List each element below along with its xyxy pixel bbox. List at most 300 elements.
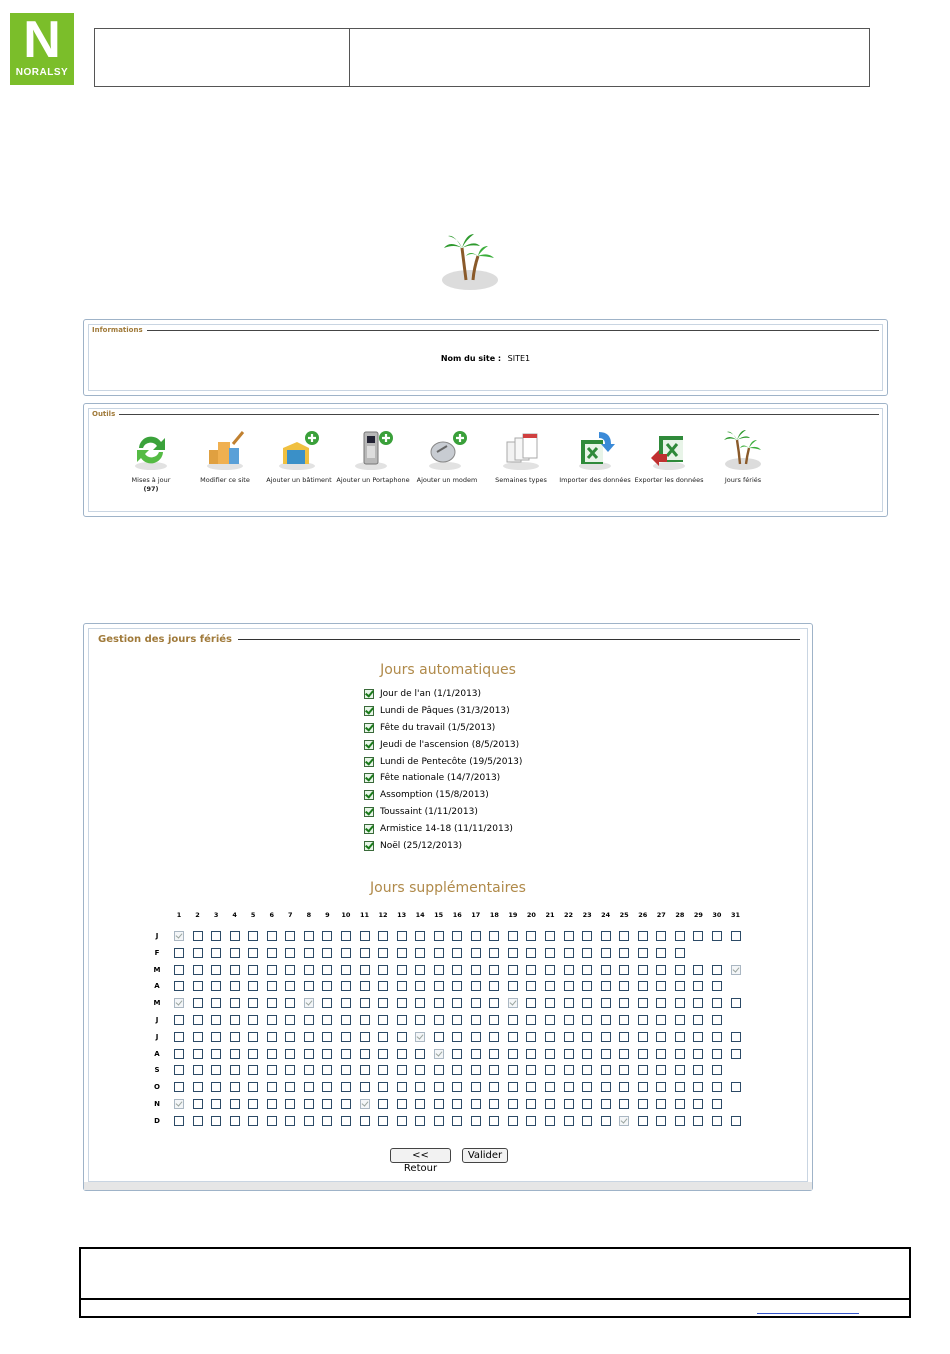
- day-checkbox[interactable]: [508, 1032, 518, 1042]
- day-checkbox[interactable]: [619, 931, 629, 941]
- day-checkbox[interactable]: [452, 1116, 462, 1126]
- day-checkbox[interactable]: [174, 1065, 184, 1075]
- day-checkbox[interactable]: [193, 948, 203, 958]
- day-checkbox[interactable]: [564, 1065, 574, 1075]
- day-checkbox[interactable]: [378, 1116, 388, 1126]
- tool-edit-site[interactable]: [188, 428, 262, 494]
- day-checkbox[interactable]: [267, 1032, 277, 1042]
- day-checkbox[interactable]: [211, 1032, 221, 1042]
- day-checkbox[interactable]: [341, 1099, 351, 1109]
- day-checkbox[interactable]: [267, 1015, 277, 1025]
- auto-day-checkbox[interactable]: [364, 757, 374, 767]
- day-checkbox[interactable]: [656, 931, 666, 941]
- day-checkbox[interactable]: [322, 998, 332, 1008]
- day-checkbox[interactable]: [508, 948, 518, 958]
- day-checkbox[interactable]: [489, 1116, 499, 1126]
- day-checkbox[interactable]: [415, 1015, 425, 1025]
- day-checkbox[interactable]: [211, 965, 221, 975]
- day-checkbox[interactable]: [675, 948, 685, 958]
- day-checkbox[interactable]: [378, 1082, 388, 1092]
- day-checkbox[interactable]: [397, 931, 407, 941]
- day-checkbox[interactable]: [360, 1116, 370, 1126]
- auto-day-checkbox[interactable]: [364, 841, 374, 851]
- day-checkbox[interactable]: [638, 1099, 648, 1109]
- day-checkbox[interactable]: [360, 1065, 370, 1075]
- day-checkbox[interactable]: [452, 1082, 462, 1092]
- day-checkbox[interactable]: [415, 998, 425, 1008]
- day-checkbox[interactable]: [508, 981, 518, 991]
- day-checkbox[interactable]: [397, 1065, 407, 1075]
- day-checkbox[interactable]: [378, 981, 388, 991]
- day-checkbox[interactable]: [322, 981, 332, 991]
- day-checkbox[interactable]: [526, 1116, 536, 1126]
- day-checkbox[interactable]: [545, 1082, 555, 1092]
- tool-week-types[interactable]: [484, 428, 558, 494]
- day-checkbox[interactable]: [434, 948, 444, 958]
- day-checkbox[interactable]: [582, 1049, 592, 1059]
- day-checkbox[interactable]: [360, 981, 370, 991]
- day-checkbox[interactable]: [285, 1065, 295, 1075]
- day-checkbox[interactable]: [452, 948, 462, 958]
- day-checkbox[interactable]: [601, 1082, 611, 1092]
- day-checkbox[interactable]: [712, 965, 722, 975]
- day-checkbox[interactable]: [304, 1116, 314, 1126]
- day-checkbox[interactable]: [174, 998, 184, 1008]
- day-checkbox[interactable]: [471, 1099, 481, 1109]
- day-checkbox[interactable]: [360, 1015, 370, 1025]
- day-checkbox[interactable]: [322, 1099, 332, 1109]
- day-checkbox[interactable]: [675, 1049, 685, 1059]
- day-checkbox[interactable]: [397, 998, 407, 1008]
- day-checkbox[interactable]: [211, 998, 221, 1008]
- day-checkbox[interactable]: [360, 1099, 370, 1109]
- day-checkbox[interactable]: [415, 1099, 425, 1109]
- day-checkbox[interactable]: [471, 1116, 481, 1126]
- day-checkbox[interactable]: [248, 1065, 258, 1075]
- day-checkbox[interactable]: [545, 1065, 555, 1075]
- day-checkbox[interactable]: [582, 965, 592, 975]
- day-checkbox[interactable]: [675, 931, 685, 941]
- day-checkbox[interactable]: [285, 1015, 295, 1025]
- day-checkbox[interactable]: [693, 1065, 703, 1075]
- tool-holidays[interactable]: [706, 428, 780, 494]
- day-checkbox[interactable]: [526, 1032, 536, 1042]
- day-checkbox[interactable]: [267, 998, 277, 1008]
- day-checkbox[interactable]: [526, 1049, 536, 1059]
- day-checkbox[interactable]: [675, 1065, 685, 1075]
- day-checkbox[interactable]: [693, 931, 703, 941]
- day-checkbox[interactable]: [471, 1015, 481, 1025]
- day-checkbox[interactable]: [415, 981, 425, 991]
- day-checkbox[interactable]: [341, 1082, 351, 1092]
- day-checkbox[interactable]: [341, 981, 351, 991]
- day-checkbox[interactable]: [248, 1099, 258, 1109]
- day-checkbox[interactable]: [452, 1065, 462, 1075]
- day-checkbox[interactable]: [638, 948, 648, 958]
- day-checkbox[interactable]: [322, 931, 332, 941]
- day-checkbox[interactable]: [656, 1065, 666, 1075]
- tool-export-data[interactable]: [632, 428, 706, 494]
- day-checkbox[interactable]: [712, 1099, 722, 1109]
- day-checkbox[interactable]: [675, 1116, 685, 1126]
- day-checkbox[interactable]: [638, 931, 648, 941]
- day-checkbox[interactable]: [397, 1015, 407, 1025]
- day-checkbox[interactable]: [601, 1049, 611, 1059]
- day-checkbox[interactable]: [304, 948, 314, 958]
- day-checkbox[interactable]: [601, 965, 611, 975]
- day-checkbox[interactable]: [211, 1065, 221, 1075]
- day-checkbox[interactable]: [619, 1099, 629, 1109]
- day-checkbox[interactable]: [193, 998, 203, 1008]
- day-checkbox[interactable]: [508, 1116, 518, 1126]
- day-checkbox[interactable]: [230, 1065, 240, 1075]
- day-checkbox[interactable]: [675, 981, 685, 991]
- day-checkbox[interactable]: [341, 1032, 351, 1042]
- day-checkbox[interactable]: [434, 1032, 444, 1042]
- day-checkbox[interactable]: [582, 931, 592, 941]
- day-checkbox[interactable]: [526, 1065, 536, 1075]
- auto-day-checkbox[interactable]: [364, 790, 374, 800]
- day-checkbox[interactable]: [656, 1049, 666, 1059]
- day-checkbox[interactable]: [601, 1116, 611, 1126]
- day-checkbox[interactable]: [638, 1116, 648, 1126]
- day-checkbox[interactable]: [582, 1032, 592, 1042]
- day-checkbox[interactable]: [267, 1116, 277, 1126]
- day-checkbox[interactable]: [489, 1065, 499, 1075]
- day-checkbox[interactable]: [508, 1099, 518, 1109]
- day-checkbox[interactable]: [174, 1049, 184, 1059]
- day-checkbox[interactable]: [638, 1015, 648, 1025]
- day-checkbox[interactable]: [267, 1049, 277, 1059]
- day-checkbox[interactable]: [712, 1032, 722, 1042]
- day-checkbox[interactable]: [582, 1015, 592, 1025]
- day-checkbox[interactable]: [211, 1116, 221, 1126]
- day-checkbox[interactable]: [415, 1049, 425, 1059]
- day-checkbox[interactable]: [378, 948, 388, 958]
- day-checkbox[interactable]: [415, 1032, 425, 1042]
- day-checkbox[interactable]: [675, 965, 685, 975]
- day-checkbox[interactable]: [489, 1015, 499, 1025]
- day-checkbox[interactable]: [397, 1116, 407, 1126]
- day-checkbox[interactable]: [285, 948, 295, 958]
- day-checkbox[interactable]: [471, 1065, 481, 1075]
- day-checkbox[interactable]: [601, 1099, 611, 1109]
- day-checkbox[interactable]: [267, 981, 277, 991]
- day-checkbox[interactable]: [731, 1032, 741, 1042]
- day-checkbox[interactable]: [545, 1015, 555, 1025]
- day-checkbox[interactable]: [601, 931, 611, 941]
- day-checkbox[interactable]: [619, 981, 629, 991]
- day-checkbox[interactable]: [471, 981, 481, 991]
- day-checkbox[interactable]: [434, 1065, 444, 1075]
- day-checkbox[interactable]: [174, 1015, 184, 1025]
- day-checkbox[interactable]: [545, 1032, 555, 1042]
- day-checkbox[interactable]: [248, 948, 258, 958]
- day-checkbox[interactable]: [360, 965, 370, 975]
- day-checkbox[interactable]: [656, 1099, 666, 1109]
- day-checkbox[interactable]: [267, 965, 277, 975]
- day-checkbox[interactable]: [230, 965, 240, 975]
- day-checkbox[interactable]: [174, 1116, 184, 1126]
- day-checkbox[interactable]: [285, 1099, 295, 1109]
- day-checkbox[interactable]: [230, 1099, 240, 1109]
- day-checkbox[interactable]: [693, 1082, 703, 1092]
- day-checkbox[interactable]: [397, 981, 407, 991]
- day-checkbox[interactable]: [415, 948, 425, 958]
- day-checkbox[interactable]: [378, 931, 388, 941]
- day-checkbox[interactable]: [434, 981, 444, 991]
- day-checkbox[interactable]: [434, 1082, 444, 1092]
- day-checkbox[interactable]: [452, 931, 462, 941]
- day-checkbox[interactable]: [378, 1099, 388, 1109]
- day-checkbox[interactable]: [322, 1082, 332, 1092]
- day-checkbox[interactable]: [230, 931, 240, 941]
- day-checkbox[interactable]: [545, 1099, 555, 1109]
- day-checkbox[interactable]: [601, 981, 611, 991]
- day-checkbox[interactable]: [285, 965, 295, 975]
- day-checkbox[interactable]: [508, 931, 518, 941]
- day-checkbox[interactable]: [564, 981, 574, 991]
- day-checkbox[interactable]: [638, 1082, 648, 1092]
- day-checkbox[interactable]: [193, 1065, 203, 1075]
- day-checkbox[interactable]: [174, 948, 184, 958]
- day-checkbox[interactable]: [731, 1049, 741, 1059]
- day-checkbox[interactable]: [322, 1015, 332, 1025]
- day-checkbox[interactable]: [378, 1049, 388, 1059]
- day-checkbox[interactable]: [619, 1065, 629, 1075]
- day-checkbox[interactable]: [731, 931, 741, 941]
- day-checkbox[interactable]: [489, 965, 499, 975]
- day-checkbox[interactable]: [582, 1082, 592, 1092]
- day-checkbox[interactable]: [360, 1049, 370, 1059]
- day-checkbox[interactable]: [489, 931, 499, 941]
- day-checkbox[interactable]: [471, 948, 481, 958]
- day-checkbox[interactable]: [619, 998, 629, 1008]
- day-checkbox[interactable]: [397, 1049, 407, 1059]
- day-checkbox[interactable]: [564, 1116, 574, 1126]
- day-checkbox[interactable]: [675, 1099, 685, 1109]
- day-checkbox[interactable]: [211, 1099, 221, 1109]
- day-checkbox[interactable]: [638, 1049, 648, 1059]
- day-checkbox[interactable]: [193, 1099, 203, 1109]
- day-checkbox[interactable]: [397, 1032, 407, 1042]
- day-checkbox[interactable]: [322, 965, 332, 975]
- day-checkbox[interactable]: [712, 1049, 722, 1059]
- day-checkbox[interactable]: [582, 1099, 592, 1109]
- day-checkbox[interactable]: [267, 931, 277, 941]
- day-checkbox[interactable]: [526, 931, 536, 941]
- day-checkbox[interactable]: [452, 981, 462, 991]
- day-checkbox[interactable]: [693, 1116, 703, 1126]
- day-checkbox[interactable]: [582, 998, 592, 1008]
- day-checkbox[interactable]: [489, 1049, 499, 1059]
- day-checkbox[interactable]: [285, 1049, 295, 1059]
- day-checkbox[interactable]: [656, 1032, 666, 1042]
- day-checkbox[interactable]: [378, 1032, 388, 1042]
- day-checkbox[interactable]: [601, 998, 611, 1008]
- day-checkbox[interactable]: [360, 948, 370, 958]
- day-checkbox[interactable]: [174, 931, 184, 941]
- day-checkbox[interactable]: [341, 998, 351, 1008]
- day-checkbox[interactable]: [508, 1049, 518, 1059]
- day-checkbox[interactable]: [211, 948, 221, 958]
- day-checkbox[interactable]: [712, 1116, 722, 1126]
- day-checkbox[interactable]: [174, 965, 184, 975]
- day-checkbox[interactable]: [397, 1099, 407, 1109]
- day-checkbox[interactable]: [415, 965, 425, 975]
- day-checkbox[interactable]: [471, 1082, 481, 1092]
- day-checkbox[interactable]: [285, 1116, 295, 1126]
- day-checkbox[interactable]: [582, 1065, 592, 1075]
- tool-add-building[interactable]: [262, 428, 336, 494]
- day-checkbox[interactable]: [322, 1065, 332, 1075]
- day-checkbox[interactable]: [378, 998, 388, 1008]
- day-checkbox[interactable]: [545, 931, 555, 941]
- day-checkbox[interactable]: [341, 965, 351, 975]
- auto-day-checkbox[interactable]: [364, 773, 374, 783]
- day-checkbox[interactable]: [693, 1049, 703, 1059]
- day-checkbox[interactable]: [193, 1116, 203, 1126]
- day-checkbox[interactable]: [304, 1065, 314, 1075]
- day-checkbox[interactable]: [193, 931, 203, 941]
- day-checkbox[interactable]: [304, 1082, 314, 1092]
- auto-day-checkbox[interactable]: [364, 807, 374, 817]
- day-checkbox[interactable]: [304, 1032, 314, 1042]
- day-checkbox[interactable]: [174, 1082, 184, 1092]
- day-checkbox[interactable]: [230, 981, 240, 991]
- day-checkbox[interactable]: [452, 998, 462, 1008]
- day-checkbox[interactable]: [619, 948, 629, 958]
- day-checkbox[interactable]: [211, 1049, 221, 1059]
- day-checkbox[interactable]: [545, 981, 555, 991]
- day-checkbox[interactable]: [638, 1032, 648, 1042]
- day-checkbox[interactable]: [619, 1049, 629, 1059]
- day-checkbox[interactable]: [656, 1082, 666, 1092]
- day-checkbox[interactable]: [174, 1099, 184, 1109]
- day-checkbox[interactable]: [693, 1015, 703, 1025]
- day-checkbox[interactable]: [508, 998, 518, 1008]
- day-checkbox[interactable]: [545, 948, 555, 958]
- day-checkbox[interactable]: [341, 1049, 351, 1059]
- day-checkbox[interactable]: [397, 948, 407, 958]
- day-checkbox[interactable]: [341, 948, 351, 958]
- day-checkbox[interactable]: [712, 998, 722, 1008]
- day-checkbox[interactable]: [211, 931, 221, 941]
- day-checkbox[interactable]: [693, 1032, 703, 1042]
- tool-import-data[interactable]: [558, 428, 632, 494]
- day-checkbox[interactable]: [341, 1015, 351, 1025]
- day-checkbox[interactable]: [619, 1116, 629, 1126]
- day-checkbox[interactable]: [564, 1015, 574, 1025]
- day-checkbox[interactable]: [360, 1082, 370, 1092]
- day-checkbox[interactable]: [434, 1049, 444, 1059]
- day-checkbox[interactable]: [397, 1082, 407, 1092]
- day-checkbox[interactable]: [248, 931, 258, 941]
- auto-day-checkbox[interactable]: [364, 689, 374, 699]
- day-checkbox[interactable]: [434, 1099, 444, 1109]
- day-checkbox[interactable]: [675, 998, 685, 1008]
- day-checkbox[interactable]: [545, 998, 555, 1008]
- day-checkbox[interactable]: [508, 965, 518, 975]
- day-checkbox[interactable]: [285, 931, 295, 941]
- day-checkbox[interactable]: [452, 1032, 462, 1042]
- day-checkbox[interactable]: [360, 931, 370, 941]
- day-checkbox[interactable]: [434, 1116, 444, 1126]
- tool-add-intercom[interactable]: [336, 428, 410, 494]
- day-checkbox[interactable]: [489, 1082, 499, 1092]
- tool-update[interactable]: [114, 428, 188, 494]
- day-checkbox[interactable]: [638, 965, 648, 975]
- day-checkbox[interactable]: [248, 998, 258, 1008]
- day-checkbox[interactable]: [601, 948, 611, 958]
- day-checkbox[interactable]: [230, 1049, 240, 1059]
- day-checkbox[interactable]: [619, 1032, 629, 1042]
- day-checkbox[interactable]: [675, 1032, 685, 1042]
- day-checkbox[interactable]: [304, 965, 314, 975]
- day-checkbox[interactable]: [601, 1032, 611, 1042]
- day-checkbox[interactable]: [267, 948, 277, 958]
- auto-day-checkbox[interactable]: [364, 723, 374, 733]
- day-checkbox[interactable]: [322, 1032, 332, 1042]
- day-checkbox[interactable]: [582, 981, 592, 991]
- day-checkbox[interactable]: [601, 1065, 611, 1075]
- day-checkbox[interactable]: [230, 1032, 240, 1042]
- day-checkbox[interactable]: [471, 1032, 481, 1042]
- day-checkbox[interactable]: [174, 1032, 184, 1042]
- day-checkbox[interactable]: [582, 1116, 592, 1126]
- day-checkbox[interactable]: [489, 948, 499, 958]
- day-checkbox[interactable]: [545, 1049, 555, 1059]
- day-checkbox[interactable]: [304, 1015, 314, 1025]
- day-checkbox[interactable]: [304, 931, 314, 941]
- day-checkbox[interactable]: [267, 1082, 277, 1092]
- day-checkbox[interactable]: [656, 1015, 666, 1025]
- day-checkbox[interactable]: [415, 1082, 425, 1092]
- day-checkbox[interactable]: [248, 1049, 258, 1059]
- auto-day-checkbox[interactable]: [364, 824, 374, 834]
- day-checkbox[interactable]: [656, 948, 666, 958]
- day-checkbox[interactable]: [471, 965, 481, 975]
- day-checkbox[interactable]: [397, 965, 407, 975]
- day-checkbox[interactable]: [174, 981, 184, 991]
- day-checkbox[interactable]: [564, 1049, 574, 1059]
- day-checkbox[interactable]: [638, 981, 648, 991]
- day-checkbox[interactable]: [452, 1099, 462, 1109]
- day-checkbox[interactable]: [545, 1116, 555, 1126]
- day-checkbox[interactable]: [656, 981, 666, 991]
- day-checkbox[interactable]: [564, 931, 574, 941]
- day-checkbox[interactable]: [545, 965, 555, 975]
- day-checkbox[interactable]: [248, 1032, 258, 1042]
- back-button[interactable]: << Retour: [390, 1148, 451, 1163]
- day-checkbox[interactable]: [619, 965, 629, 975]
- day-checkbox[interactable]: [526, 998, 536, 1008]
- day-checkbox[interactable]: [471, 931, 481, 941]
- day-checkbox[interactable]: [434, 998, 444, 1008]
- day-checkbox[interactable]: [230, 998, 240, 1008]
- day-checkbox[interactable]: [434, 965, 444, 975]
- day-checkbox[interactable]: [601, 1015, 611, 1025]
- day-checkbox[interactable]: [508, 1065, 518, 1075]
- day-checkbox[interactable]: [285, 998, 295, 1008]
- day-checkbox[interactable]: [656, 965, 666, 975]
- day-checkbox[interactable]: [360, 998, 370, 1008]
- day-checkbox[interactable]: [341, 1065, 351, 1075]
- day-checkbox[interactable]: [675, 1015, 685, 1025]
- day-checkbox[interactable]: [526, 1082, 536, 1092]
- day-checkbox[interactable]: [304, 1099, 314, 1109]
- day-checkbox[interactable]: [693, 1099, 703, 1109]
